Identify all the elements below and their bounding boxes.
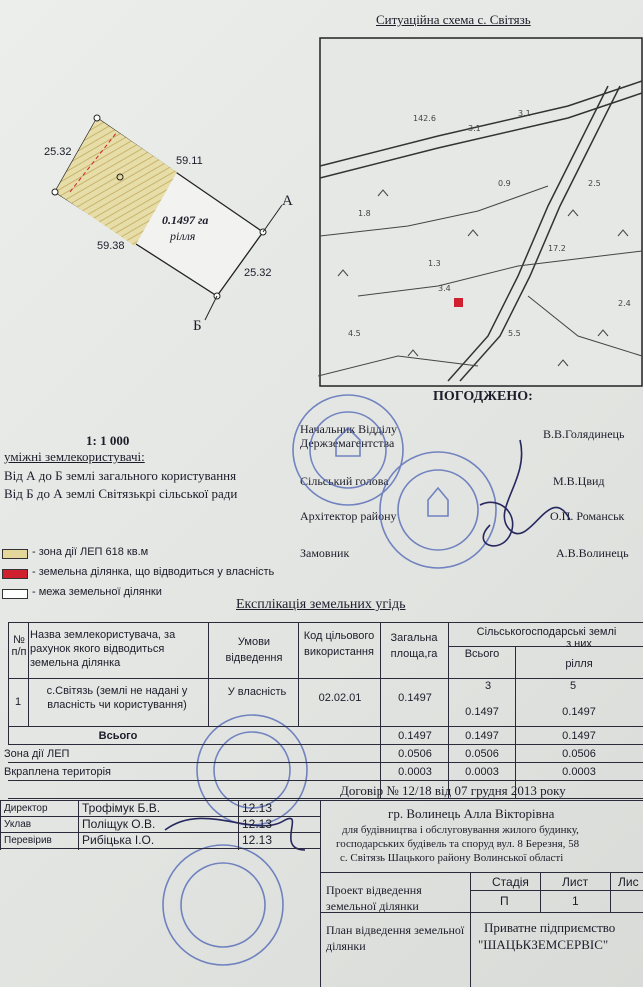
- legend-parcel: - земельна ділянка, що відводиться у власність: [32, 566, 275, 578]
- row-total: 0.1497: [465, 706, 499, 718]
- lep-total: 0.0506: [465, 748, 499, 760]
- lep-arable: 0.0506: [562, 748, 596, 760]
- approval-name-architect: О.П. Романськ: [550, 509, 625, 523]
- contract-number: Договір № 12/18 від 07 грудня 2013 року: [340, 783, 566, 798]
- title-block: [0, 783, 643, 987]
- sheet-value: 1: [572, 894, 579, 908]
- header-num: № п/п: [11, 634, 27, 658]
- legend-lep: - зона дії ЛЕП 618 кв.м: [32, 546, 149, 558]
- svg-text:1.3: 1.3: [428, 259, 441, 268]
- col-num-5: 5: [569, 680, 577, 692]
- edge-length-ne: 59.11: [176, 155, 203, 167]
- edge-length-se: 25.32: [244, 267, 272, 279]
- approval-name-head: В.В.Голядинець: [543, 427, 625, 441]
- svg-text:2.4: 2.4: [618, 299, 631, 308]
- approval-title: ПОГОДЖЕНО:: [433, 389, 533, 404]
- row-num: 1: [14, 696, 22, 708]
- company-line-2: "ШАЦЬКЗЕМСЕРВІС": [478, 937, 609, 952]
- legend-boundary: - межа земельної ділянки: [32, 586, 162, 598]
- lep-label: Зона дії ЛЕП: [4, 748, 70, 760]
- sum-total: 0.1497: [465, 730, 499, 742]
- staff-date-checker: 12.13: [242, 833, 273, 847]
- plan-title: План відведення земельної ділянки: [326, 923, 465, 953]
- svg-text:3.1: 3.1: [518, 109, 531, 118]
- parcel-land-use: рілля: [170, 229, 196, 243]
- edge-length-sw: 59.38: [97, 240, 125, 252]
- sum-arable: 0.1497: [562, 730, 596, 742]
- scale-label: 1: 1 000: [86, 433, 130, 448]
- staff-role-author: Уклав: [4, 819, 32, 830]
- explication-table: [4, 622, 643, 800]
- svg-text:142.6: 142.6: [413, 114, 436, 123]
- neighbor-a-b: Від А до Б землі загального користування: [4, 468, 237, 483]
- vkr-total: 0.0003: [465, 766, 499, 778]
- edge-length-nw: 25.32: [44, 146, 72, 158]
- staff-name-author: Поліщук О.В.: [82, 817, 156, 831]
- header-of-them: з них: [566, 638, 592, 650]
- col-num-3: 3: [484, 680, 492, 692]
- approval-role-head: Начальник Відділу Держземагентства: [300, 422, 397, 450]
- staff-role-checker: Перевірив: [4, 835, 52, 846]
- project-title: Проект відведення земельної ділянки: [326, 883, 422, 913]
- svg-text:4.5: 4.5: [348, 329, 361, 338]
- approval-role-client: Замовник: [300, 546, 350, 560]
- neighbor-b-a: Від Б до А землі Світязькрі сільської ради: [4, 486, 238, 501]
- vkr-label: Вкраплена територія: [4, 766, 111, 778]
- approval-name-mayor: М.В.Цвид: [553, 474, 605, 488]
- approval-role-architect: Архітектор району: [300, 509, 397, 523]
- svg-text:0.9: 0.9: [498, 179, 511, 188]
- row-area: 0.1497: [398, 692, 432, 704]
- stage-header: Стадія: [492, 875, 529, 889]
- header-total: Всього: [464, 648, 500, 660]
- header-area: Загальна площа,га: [390, 632, 438, 660]
- sum-area: 0.1497: [398, 730, 432, 742]
- purpose-line-3: с. Світязь Шацького району Волинської області: [340, 852, 564, 864]
- staff-name-checker: Рибіцька І.О.: [82, 833, 155, 847]
- situation-title: Ситуаційна схема с. Світязь: [376, 12, 531, 27]
- sheets-header: Лис: [618, 875, 639, 889]
- staff-name-director: Трофімук Б.В.: [82, 801, 161, 815]
- purpose-line-1: для будівництва і обслуговування жилого будинку,: [342, 824, 579, 836]
- svg-text:3.1: 3.1: [468, 124, 481, 133]
- parcel-area: 0.1497 га: [162, 213, 209, 227]
- header-arable: рілля: [565, 658, 593, 670]
- point-a-label: А: [282, 193, 293, 209]
- svg-text:2.5: 2.5: [588, 179, 601, 188]
- approval-role-mayor: Сільський голова: [300, 474, 389, 488]
- owner-name: гр. Волинець Алла Вікторівна: [388, 806, 555, 821]
- company-line-1: Приватне підприємство: [484, 920, 616, 935]
- row-code: 02.02.01: [318, 692, 362, 704]
- row-conditions: У власність: [227, 686, 287, 698]
- staff-date-author: 12.13: [242, 817, 273, 831]
- row-name: с.Світязь (землі не надані у власність чи користування): [46, 685, 188, 711]
- sheet-header: Лист: [562, 875, 589, 889]
- header-code: Код цільового використання: [303, 630, 375, 658]
- svg-text:1.8: 1.8: [358, 209, 371, 218]
- approval-name-client: А.В.Волинець: [556, 546, 629, 560]
- sum-label: Всього: [98, 730, 138, 742]
- stage-value: П: [500, 894, 509, 908]
- point-b-label: Б: [193, 318, 202, 334]
- purpose-line-2: господарських будівель та споруд вул. 8 Березня, 58: [336, 838, 580, 850]
- staff-role-director: Директор: [4, 803, 48, 814]
- svg-text:3.4: 3.4: [438, 284, 451, 293]
- header-name: Назва землекористувача, за рахунок якого відводиться земельна ділянка: [30, 629, 176, 669]
- header-agri: Сільськогосподарські землі: [476, 626, 617, 638]
- neighbors-title: уміжні землекористувачі:: [4, 449, 145, 464]
- staff-date-director: 12.13: [242, 801, 273, 815]
- lep-area: 0.0506: [398, 748, 432, 760]
- header-conditions: Умови відведення: [225, 636, 283, 664]
- explication-title: Експлікація земельних угідь: [236, 597, 406, 612]
- vkr-area: 0.0003: [398, 766, 432, 778]
- svg-text:5.5: 5.5: [508, 329, 521, 338]
- svg-text:17.2: 17.2: [548, 244, 566, 253]
- vkr-arable: 0.0003: [562, 766, 596, 778]
- row-arable: 0.1497: [562, 706, 596, 718]
